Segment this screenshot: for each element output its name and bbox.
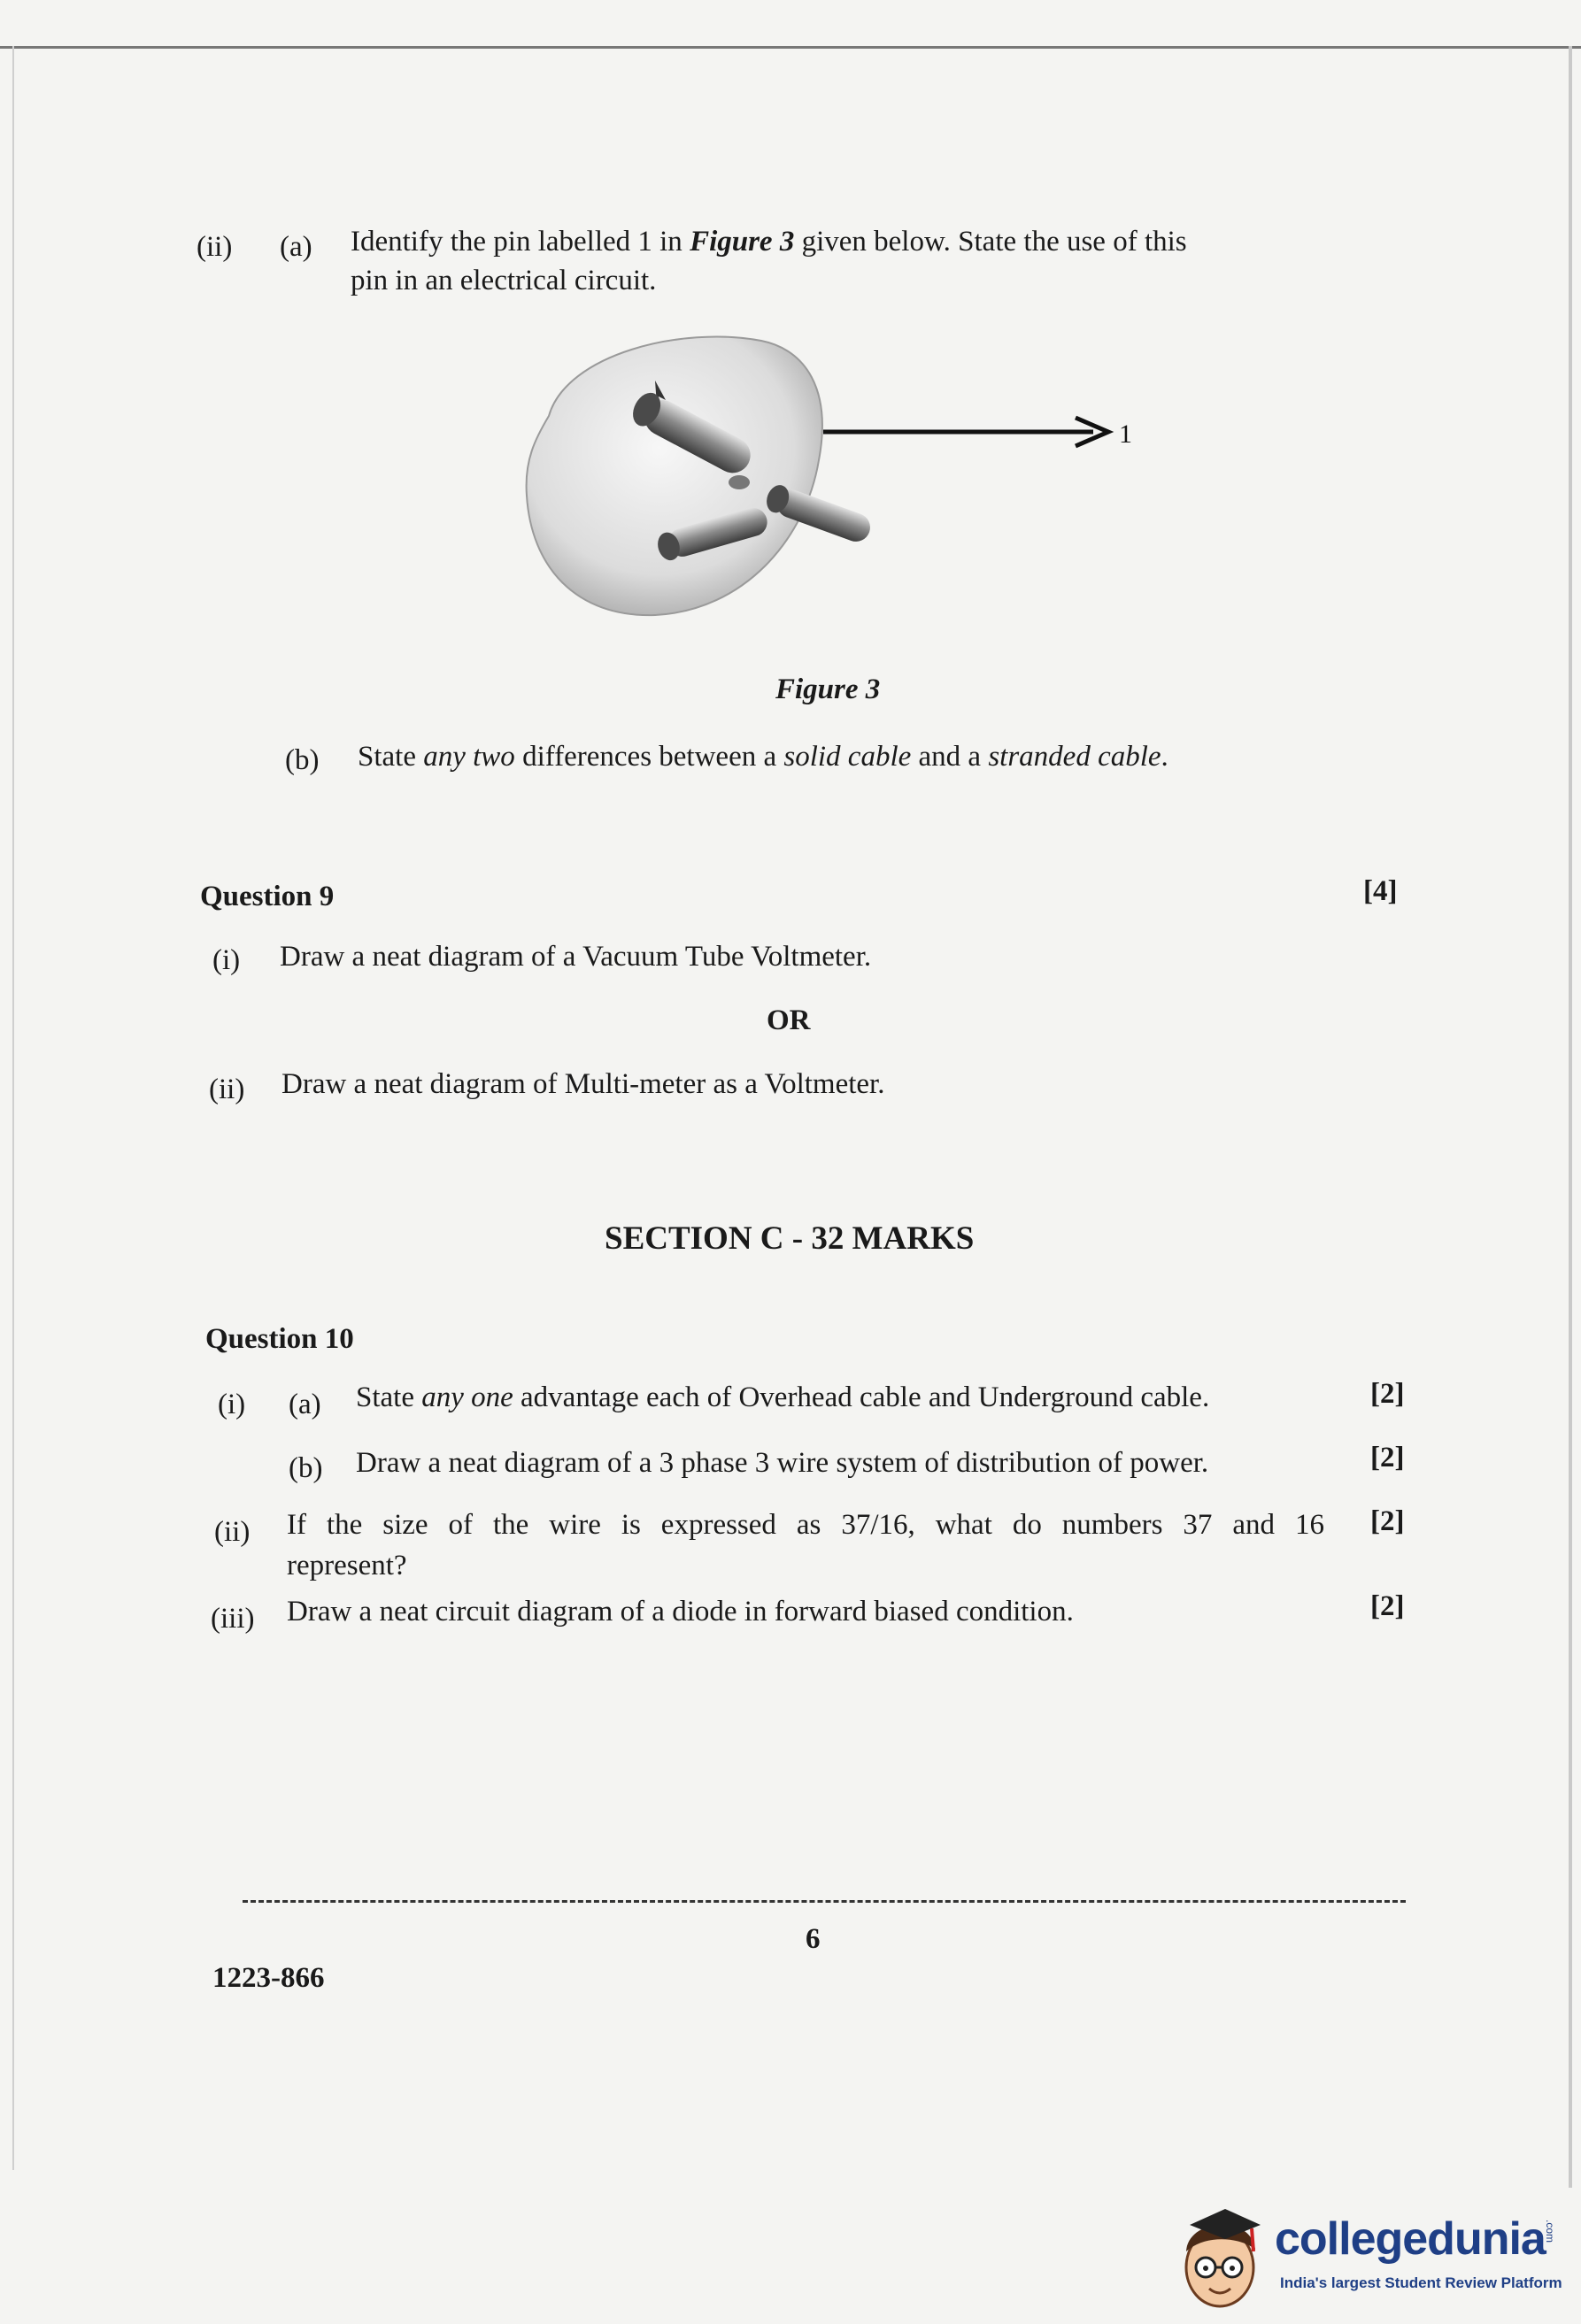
- collegedunia-brand: collegedunia: [1275, 2213, 1546, 2265]
- question-10-title: Question 10: [205, 1323, 354, 1355]
- three-pin-plug-figure: [513, 319, 1168, 628]
- q8-ii-number: (ii): [197, 231, 233, 263]
- section-c-title: SECTION C - 32 MARKS: [605, 1220, 975, 1257]
- q9-i-number: (i): [212, 944, 241, 976]
- q10-i-b-label: (b): [289, 1452, 323, 1484]
- q9-i-text: Draw a neat diagram of a Vacuum Tube Voltmeter.: [280, 941, 872, 973]
- page-number: 6: [806, 1923, 821, 1955]
- figure-ref: Figure 3: [690, 226, 795, 258]
- q10-ii-text-line2: represent?: [287, 1550, 407, 1581]
- q9-ii-number: (ii): [209, 1074, 245, 1105]
- q10-iii-marks: [2]: [1370, 1590, 1405, 1622]
- q10-i-b-marks: [2]: [1370, 1442, 1405, 1474]
- q10-i-b-text: Draw a neat diagram of a 3 phase 3 wire system of distribution of power.: [356, 1447, 1209, 1479]
- q8-ii-a-text-line2: pin in an electrical circuit.: [351, 265, 657, 296]
- q8-ii-b-text: State any two differences between a solid cable and a stranded cable.: [358, 741, 1168, 773]
- pin-label-1: 1: [1119, 419, 1132, 449]
- q10-iii-text: Draw a neat circuit diagram of a diode in forward biased condition.: [287, 1596, 1074, 1628]
- right-margin-line: [1569, 46, 1572, 2188]
- question-9-title: Question 9: [200, 881, 335, 912]
- top-border: [0, 46, 1581, 49]
- q9-ii-text: Draw a neat diagram of Multi-meter as a Voltmeter.: [281, 1068, 885, 1100]
- collegedunia-tagline: India's largest Student Review Platform: [1280, 2274, 1562, 2291]
- collegedunia-domain: .com: [1544, 2220, 1556, 2243]
- q8-ii-b-label: (b): [285, 744, 320, 776]
- q10-i-number: (i): [218, 1389, 246, 1420]
- q10-ii-marks: [2]: [1370, 1505, 1405, 1537]
- plug-screw: [729, 475, 750, 489]
- left-margin-line: [12, 46, 14, 2170]
- footer-dashed-rule: [243, 1900, 1406, 1903]
- q8-ii-a-text: Identify the pin labelled 1 in Figure 3 given below. State the use of this: [351, 226, 1187, 258]
- q10-i-a-text: State any one advantage each of Overhead cable and Underground cable.: [356, 1381, 1210, 1413]
- plug-body: [527, 337, 822, 616]
- q9-or: OR: [767, 1004, 811, 1036]
- q10-i-a-marks: [2]: [1370, 1378, 1405, 1410]
- paper-code: 1223-866: [212, 1962, 325, 1994]
- q10-i-a-label: (a): [289, 1389, 321, 1420]
- mascot-icon: [1170, 2198, 1268, 2313]
- q10-ii-text-line1: If the size of the wire is expressed as 37/16, what do numbers 37 and 16: [287, 1509, 1324, 1541]
- q10-ii-number: (ii): [214, 1516, 251, 1548]
- q8-ii-a-label: (a): [280, 231, 312, 263]
- question-9-marks: [4]: [1363, 875, 1398, 907]
- figure-3-caption: Figure 3: [775, 673, 881, 705]
- q10-iii-number: (iii): [211, 1603, 255, 1635]
- collegedunia-watermark: [1167, 2193, 1574, 2317]
